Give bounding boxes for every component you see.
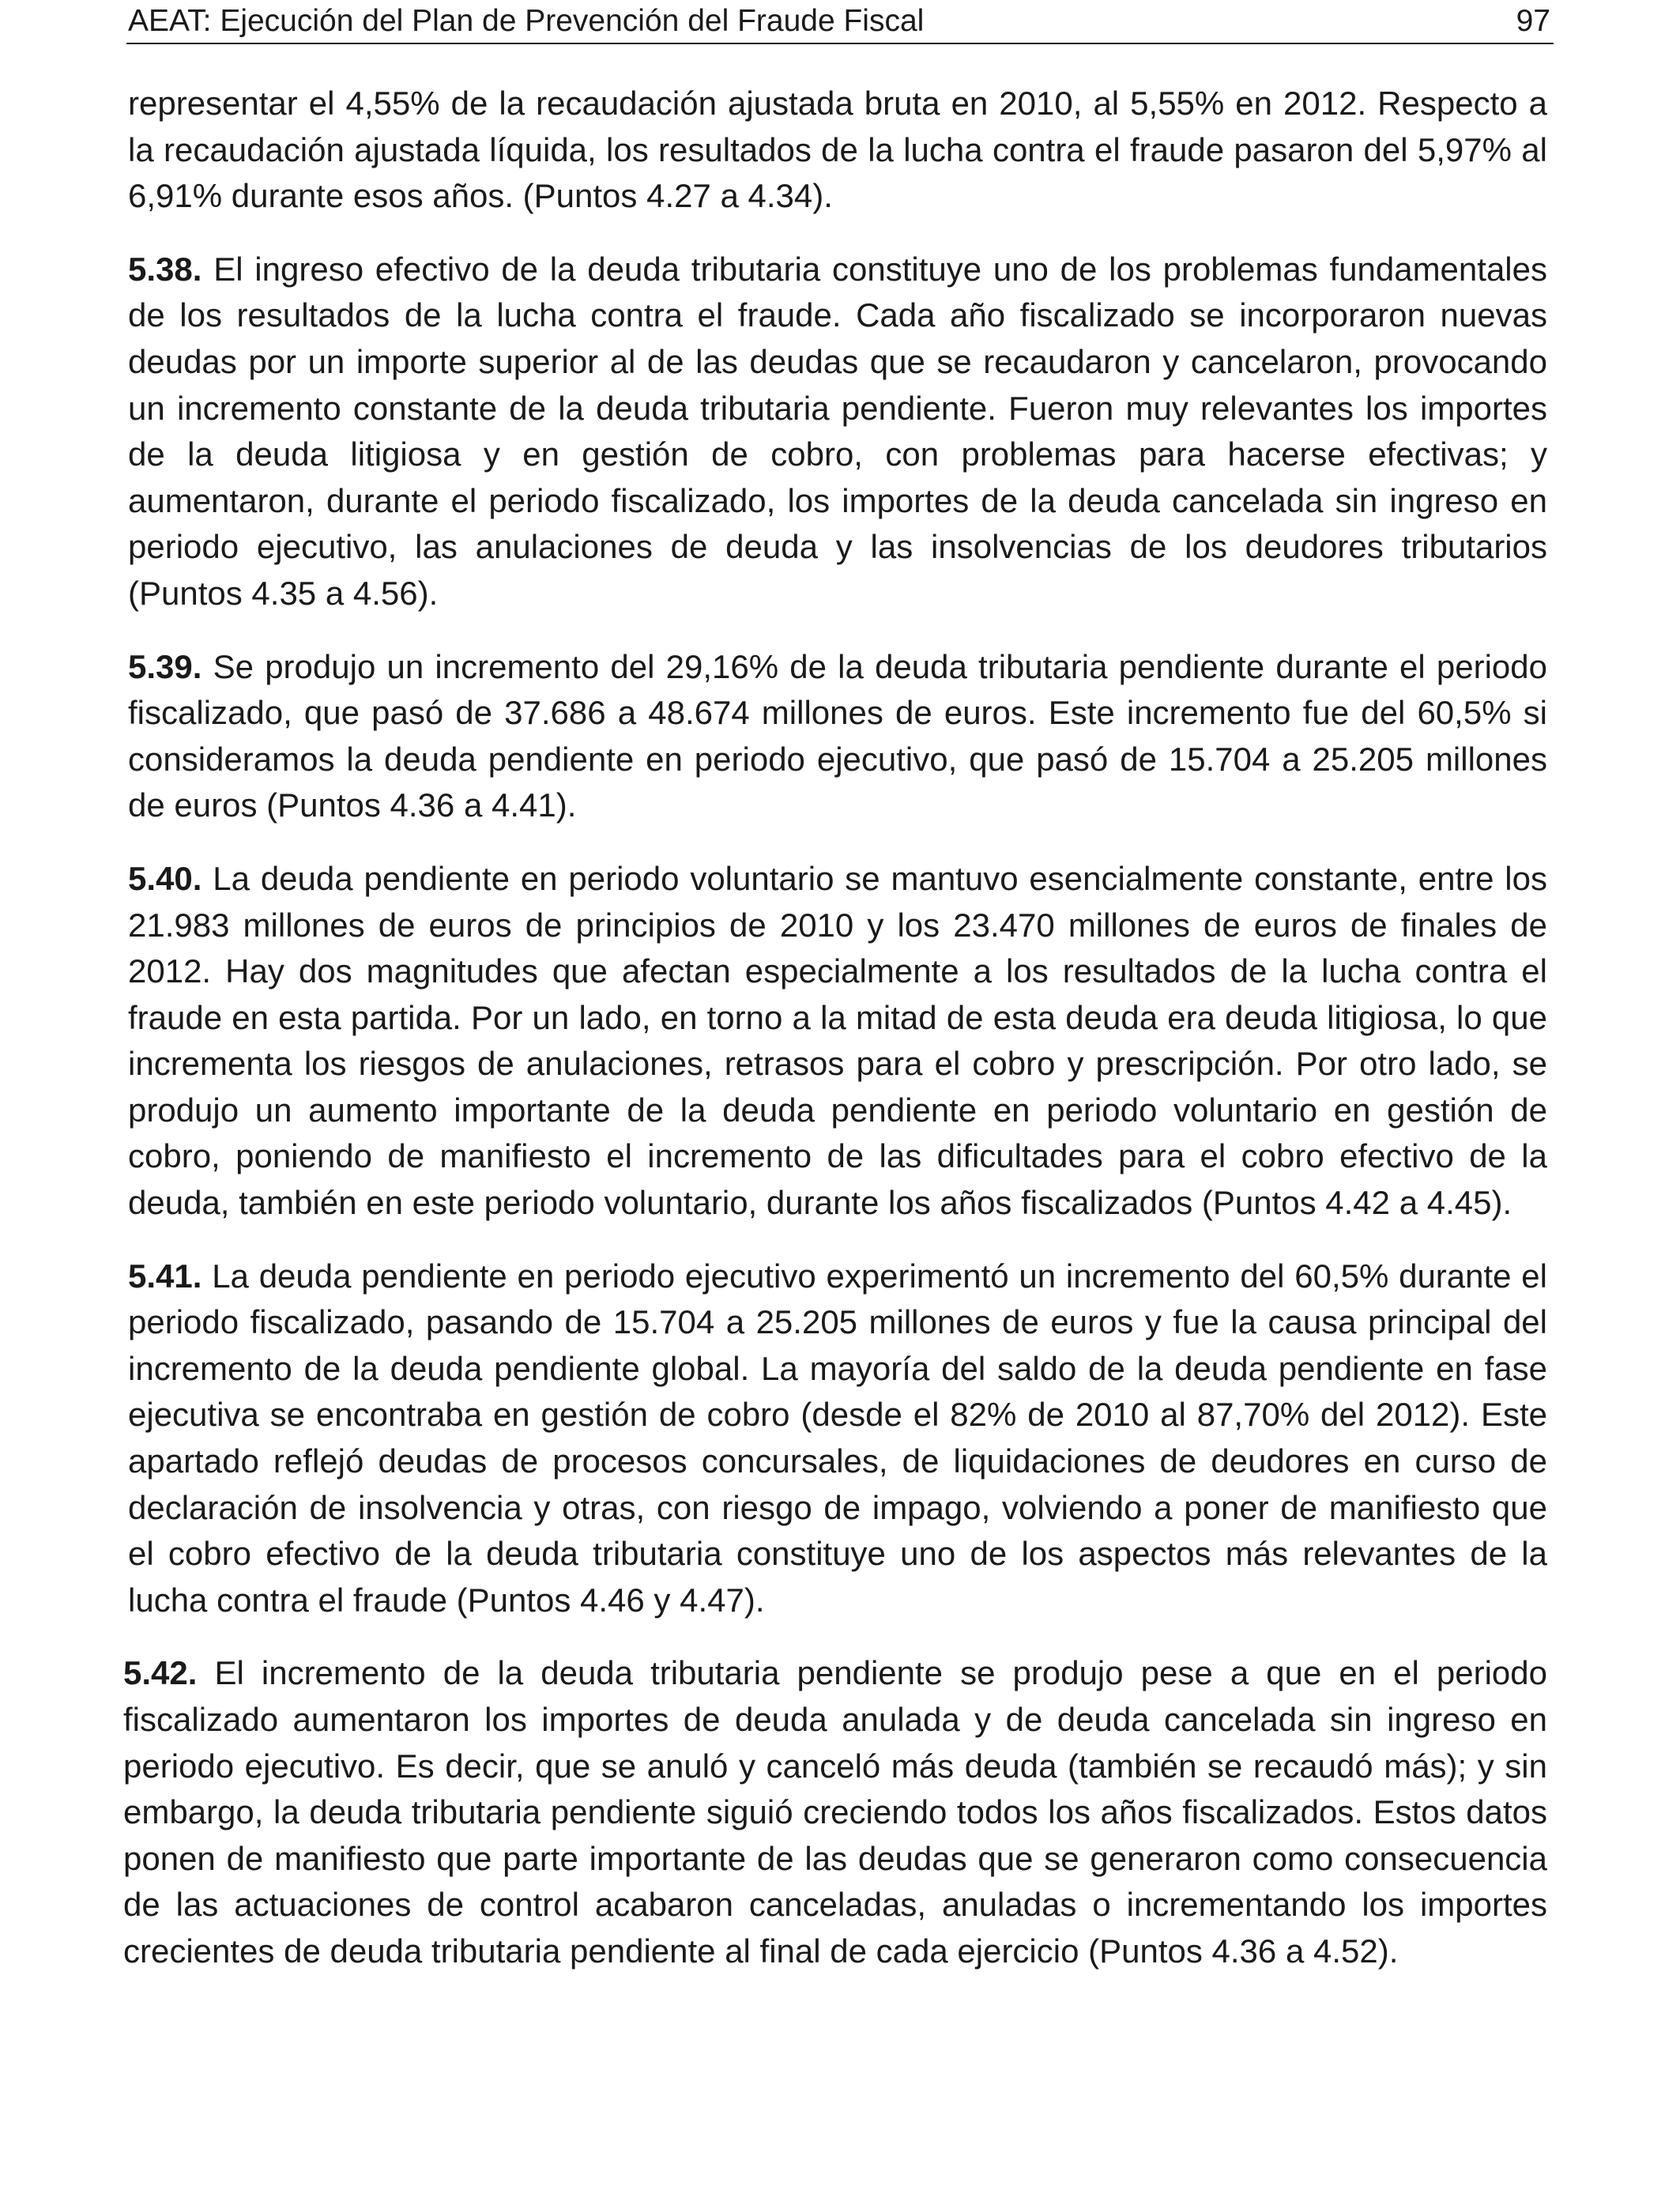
paragraph-text: representar el 4,55% de la recaudación ajustada bruta en 2010, al 5,55% en 2012. Respecto a la recaudación ajustada líquida, los resultados de la lucha contra el fraude pasaron del 5,97% al 6,91% durante esos años. (Puntos 4.27 a 4.34). (128, 85, 1547, 215)
page-number: 97 (1516, 4, 1550, 38)
paragraph-text: Se produjo un incremento del 29,16% de la deuda tributaria pendiente durante el periodo fiscalizado, que pasó de 37.686 a 48.674 millones de euros. Este incremento fue del 60,5% si consideramos la deuda pendiente en periodo ejecutivo, que pasó de 15.704 a 25.205 millones de euros (Puntos 4.36 a 4.41). (128, 647, 1548, 824)
paragraph-5-40 (128, 856, 1547, 1227)
paragraph-number: 5.38. (128, 250, 202, 288)
paragraph-continuation (128, 81, 1547, 220)
paragraph-5-42 (123, 1650, 1547, 1974)
document-body (123, 81, 1548, 2002)
page-header (126, 0, 1554, 44)
paragraph-text: La deuda pendiente en periodo voluntario se mantuvo esencialmente constante, entre los 21.983 millones de euros de principios de 2010 y los 23.470 millones de euros de finales de 2012. Hay dos magnitudes que afectan especialmente a los resultados de la lucha contra el fraude en esta partida. Por un lado, en torno a la mitad de esta deuda era deuda litigiosa, lo que incrementa los riesgos de anulaciones, retrasos para el cobro y prescripción. Por otro lado, se produjo un aumento importante de la deuda pendiente en periodo voluntario en gestión de cobro, poniendo de manifiesto el incremento de las dificultades para el cobro efectivo de la deuda, también en este periodo voluntario, durante los años fiscalizados (Puntos 4.42 a 4.45). (128, 859, 1547, 1222)
paragraph-number: 5.41. (128, 1257, 202, 1295)
paragraph-text: El ingreso efectivo de la deuda tributaria constituye uno de los problemas fundamentales de los resultados de la lucha contra el fraude. Cada año fiscalizado se incorporaron nuevas deudas por un importe superior al de las deudas que se recaudaron y cancelaron, provocando un incremento constante de la deuda tributaria pendiente. Fueron muy relevantes los importes de la deuda litigiosa y en gestión de cobro, con problemas para hacerse efectivas; y aumentaron, durante el periodo fiscalizado, los importes de la deuda cancelada sin ingreso en periodo ejecutivo, las anulaciones de deuda y las insolvencias de los deudores tributarios (Puntos 4.35 a 4.56). (128, 250, 1547, 612)
paragraph-number: 5.39. (128, 647, 202, 685)
paragraph-text: El incremento de la deuda tributaria pendiente se produjo pese a que en el periodo fiscalizado aumentaron los importes de deuda anulada y de deuda cancelada sin ingreso en periodo ejecutivo. Es decir, que se anuló y canceló más deuda (también se recaudó más); y sin embargo, la deuda tributaria pendiente siguió creciendo todos los años fiscalizados. Estos datos ponen de manifiesto que parte importante de las deudas que se generaron como consecuencia de las actuaciones de control acabaron canceladas, anuladas o incrementando los importes crecientes de deuda tributaria pendiente al final de cada ejercicio (Puntos 4.36 a 4.52). (123, 1654, 1547, 1970)
paragraph-5-38 (128, 247, 1547, 617)
paragraph-5-39 (128, 644, 1547, 829)
paragraph-number: 5.42. (123, 1654, 198, 1692)
paragraph-text: La deuda pendiente en periodo ejecutivo experimentó un incremento del 60,5% durante el periodo fiscalizado, pasando de 15.704 a 25.205 millones de euros y fue la causa principal del incremento de la deuda pendiente global. La mayoría del saldo de la deuda pendiente en fase ejecutiva se encontraba en gestión de cobro (desde el 82% de 2010 al 87,70% del 2012). Este apartado reflejó deudas de procesos concursales, de liquidaciones de deudores en curso de declaración de insolvencia y otras, con riesgo de impago, volviendo a poner de manifiesto que el cobro efectivo de la deuda tributaria constituye uno de los aspectos más relevantes de la lucha contra el fraude (Puntos 4.46 y 4.47). (128, 1257, 1548, 1619)
paragraph-number: 5.40. (128, 859, 202, 897)
header-title: AEAT: Ejecución del Plan de Prevención del Fraude Fiscal (128, 4, 925, 38)
paragraph-5-41 (128, 1253, 1547, 1624)
